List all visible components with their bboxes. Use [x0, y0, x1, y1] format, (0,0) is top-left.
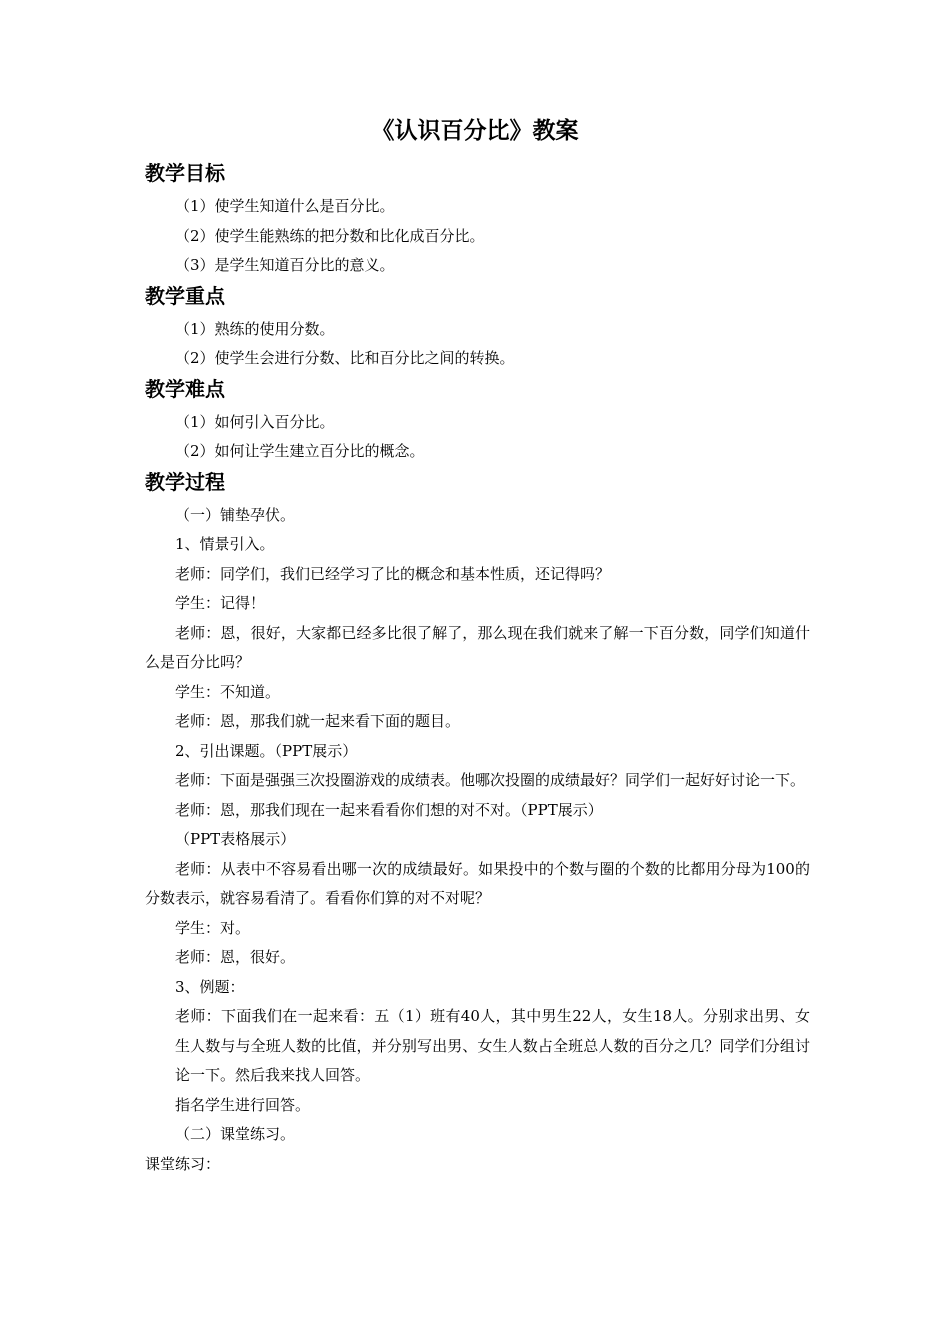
- process-paragraph: 2、引出课题。（PPT展示）: [175, 741, 358, 760]
- heading-difficulties: 教学难点: [145, 376, 225, 401]
- process-paragraph: 指名学生进行回答。: [175, 1095, 311, 1114]
- process-paragraph: 老师：恩，很好，大家都已经多比很了解了，那么现在我们就来了解一下百分数，同学们知道什么是百分比吗？: [145, 623, 810, 671]
- process-paragraph: 老师：恩，很好。: [175, 948, 296, 966]
- process-paragraph: 老师：下面我们在一起来看：五（1）班有40人，其中男生22人，女生18人。分别求出男、女生人数与与全班人数的比值，并分别写出男、女生人数占全班总人数的百分之几？同学们分组讨论一下。然后我来找人回答。: [175, 1007, 810, 1084]
- process-paragraph: 学生：对。: [175, 918, 251, 937]
- difficulty-item: （1）如何引入百分比。: [175, 412, 335, 431]
- heading-key-points: 教学重点: [145, 283, 225, 308]
- process-paragraph: 1、情景引入。: [175, 535, 275, 553]
- heading-objectives: 教学目标: [145, 161, 225, 185]
- process-paragraph: 老师：下面是强强三次投圈游戏的成绩表。他哪次投圈的成绩最好？同学们一起好好讨论一下。: [175, 771, 806, 789]
- process-paragraph: 老师：从表中不容易看出哪一次的成绩最好。如果投中的个数与圈的个数的比都用分母为100的分数表示，就容易看清了。看看你们算的对不对呢？: [145, 859, 810, 907]
- process-paragraph: 学生：不知道。: [175, 682, 281, 701]
- key-point-item: （1）熟练的使用分数。: [175, 319, 335, 338]
- process-paragraph: （PPT表格展示）: [175, 830, 296, 848]
- process-paragraph: （一）铺垫孕伏。: [175, 505, 296, 524]
- key-point-item: （2）使学生会进行分数、比和百分比之间的转换。: [175, 349, 515, 367]
- process-paragraph: 老师：恩，那我们就一起来看下面的题目。: [175, 712, 461, 730]
- process-paragraph: （二）课堂练习。: [175, 1125, 296, 1143]
- process-paragraph: 老师：恩，那我们现在一起来看看你们想的对不对。（PPT展示）: [175, 800, 603, 819]
- objective-item: （1）使学生知道什么是百分比。: [175, 197, 395, 215]
- difficulty-item: （2）如何让学生建立百分比的概念。: [175, 442, 425, 460]
- process-paragraph: 课堂练习：: [145, 1154, 221, 1173]
- process-paragraph: 3、例题：: [175, 977, 245, 996]
- heading-process: 教学过程: [145, 469, 225, 494]
- document-body: [145, 158, 810, 1179]
- objective-item: （3）是学生知道百分比的意义。: [175, 256, 395, 274]
- process-paragraph: 老师：同学们，我们已经学习了比的概念和基本性质，还记得吗？: [175, 564, 611, 583]
- objective-item: （2）使学生能熟练的把分数和比化成百分比。: [175, 226, 485, 245]
- document-title: 《认识百分比》教案: [371, 118, 579, 144]
- process-paragraph: 学生：记得！: [175, 594, 266, 612]
